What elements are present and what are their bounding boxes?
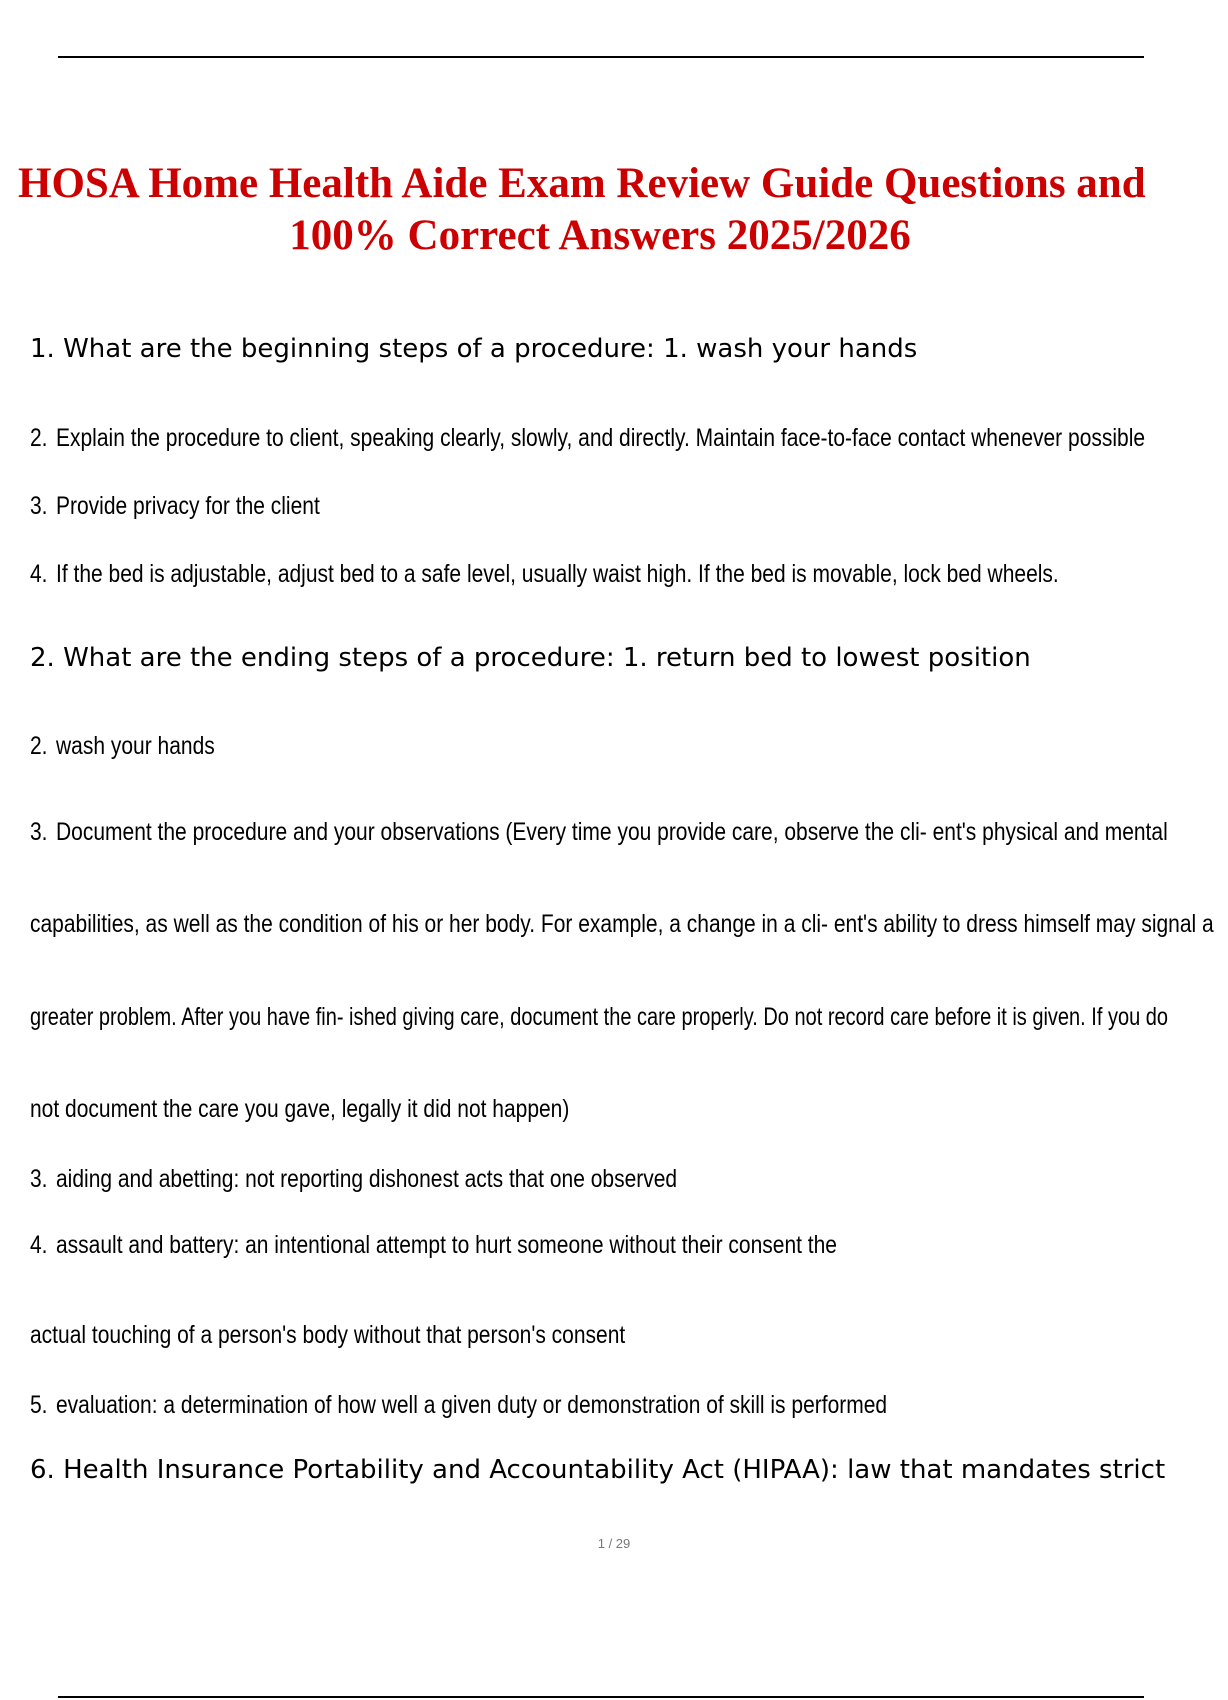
answer-continuation [30, 909, 1214, 939]
item-text: Document the procedure and your observations (Every time you provide care, observe the cli- ent's physical and mental [56, 818, 1168, 846]
item-number: 4. [30, 1231, 48, 1259]
item-number: 2. [30, 732, 48, 760]
item-number: 1. [30, 334, 55, 364]
item-text: actual touching of a person's body without that person's consent [30, 1321, 626, 1349]
item-text: What are the ending steps of a procedure: 1. return bed to lowest position [63, 643, 1031, 673]
item-text: Explain the procedure to client, speaking clearly, slowly, and directly. Maintain face-to-face contact whenever possible [56, 424, 1146, 452]
answer-line [30, 423, 1146, 453]
item-number: 4. [30, 560, 48, 588]
title-line-1: HOSA Home Health Aide Exam Review Guide Questions and [18, 160, 1146, 207]
item-text: not document the care you gave, legally it did not happen) [30, 1095, 570, 1123]
top-rule [58, 56, 1144, 58]
answer-continuation [30, 1320, 1013, 1350]
item-text: greater problem. After you have fin- ished giving care, document the care properly. Do not record care before it is given. If you do [30, 1003, 1169, 1031]
item-number: 6. [30, 1455, 55, 1485]
item-text: Health Insurance Portability and Accountability Act (HIPAA): law that mandates strict [63, 1455, 1166, 1485]
item-text: aiding and abetting: not reporting dishonest acts that one observed [56, 1165, 678, 1193]
item-text: assault and battery: an intentional attempt to hurt someone without their consent the [56, 1231, 837, 1259]
answer-continuation [30, 1002, 1169, 1032]
item-number: 2. [30, 643, 55, 673]
item-number: 5. [30, 1391, 48, 1419]
title-line-2: 100% Correct Answers 2025/2026 [289, 212, 911, 259]
item-number: 3. [30, 818, 48, 846]
question-2 [30, 643, 1200, 674]
answer-line [30, 731, 1013, 761]
answer-line [30, 1230, 1013, 1260]
bottom-rule [58, 1696, 1144, 1698]
question-1 [30, 334, 1200, 365]
answer-line [30, 559, 1059, 589]
item-number: 2. [30, 424, 48, 452]
item-text: evaluation: a determination of how well a given duty or demonstration of skill is performed [56, 1391, 888, 1419]
item-number: 3. [30, 492, 48, 520]
item-text: wash your hands [56, 732, 215, 760]
answer-line [30, 491, 1013, 521]
item-number: 3. [30, 1165, 48, 1193]
answer-continuation [30, 1094, 1013, 1124]
answer-line [30, 817, 1168, 847]
answer-line [30, 1164, 1013, 1194]
item-text: capabilities, as well as the condition of his or her body. For example, a change in a cli- ent's ability to dress himself may signal a [30, 910, 1214, 938]
document-title [18, 158, 1218, 262]
answer-line [30, 1390, 1013, 1420]
answer-line [30, 1455, 1200, 1486]
item-text: What are the beginning steps of a procedure: 1. wash your hands [63, 334, 918, 364]
page-number: 1 / 29 [597, 1536, 631, 1551]
item-text: Provide privacy for the client [56, 492, 320, 520]
item-text: If the bed is adjustable, adjust bed to a safe level, usually waist high. If the bed is movable, lock bed wheels. [56, 560, 1059, 588]
